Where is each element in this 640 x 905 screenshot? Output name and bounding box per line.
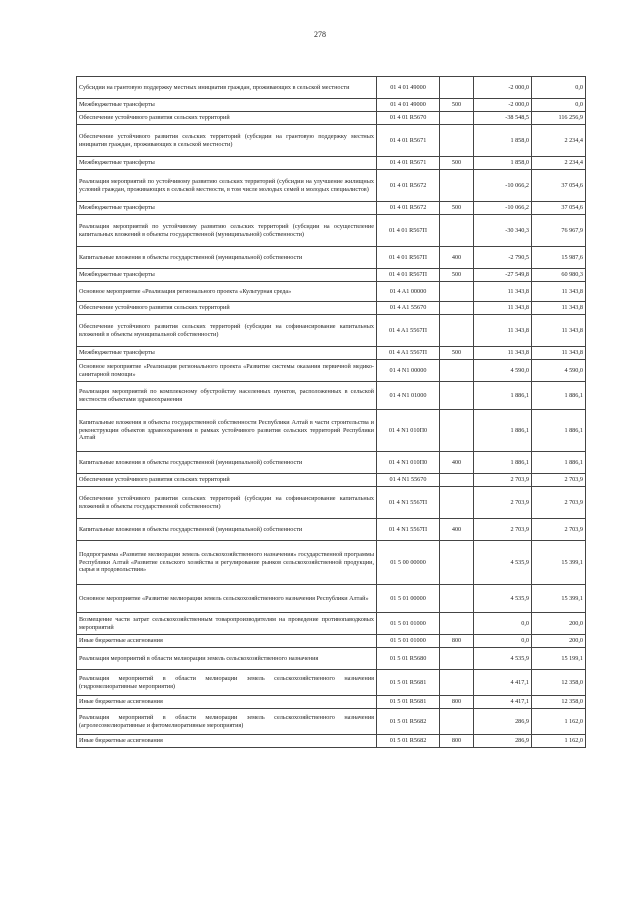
row-name-cell: Возмещение части затрат сельскохозяйственным товаропроизводителям на проведение противопаводковых мероприятий bbox=[77, 613, 377, 635]
row-code-cell: 01 5 01 R5681 bbox=[377, 696, 440, 709]
row-name-cell: Обеспечение устойчивого развития сельских территорий (субсидии на софинансирование капитальных вложений в объекты муниципальной собственности) bbox=[77, 315, 377, 347]
row-value-1-cell: 2 703,9 bbox=[474, 519, 532, 541]
row-value-2-cell: 200,0 bbox=[532, 613, 586, 635]
table-row bbox=[77, 487, 586, 519]
table-row bbox=[77, 170, 586, 202]
row-value-2-cell: 4 590,0 bbox=[532, 360, 586, 382]
row-code-cell: 01 4 N1 010П0 bbox=[377, 410, 440, 452]
row-value-1-cell: 0,0 bbox=[474, 635, 532, 648]
row-name-cell: Реализация мероприятий в области мелиорации земель сельскохозяйственного назначения bbox=[77, 648, 377, 670]
row-value-2-cell: 76 967,9 bbox=[532, 215, 586, 247]
row-type-cell bbox=[440, 585, 474, 613]
table-row bbox=[77, 452, 586, 474]
row-value-1-cell: 4 417,1 bbox=[474, 696, 532, 709]
row-type-cell bbox=[440, 315, 474, 347]
row-value-1-cell: 286,9 bbox=[474, 709, 532, 735]
row-type-cell bbox=[440, 382, 474, 410]
row-code-cell: 01 5 00 00000 bbox=[377, 541, 440, 585]
row-name-cell: Межбюджетные трансферты bbox=[77, 157, 377, 170]
row-name-cell: Обеспечение устойчивого развития сельских территорий (субсидии на софинансирование капитальных вложений в объекты государственной собственности) bbox=[77, 487, 377, 519]
table-row bbox=[77, 541, 586, 585]
row-type-cell bbox=[440, 410, 474, 452]
row-code-cell: 01 4 01 49000 bbox=[377, 77, 440, 99]
table-row bbox=[77, 410, 586, 452]
row-name-cell: Подпрограмма «Развитие мелиорации земель сельскохозяйственного назначения» государственной программы Республики Алтай «Развитие сельского хозяйства и регулирование рынков сельскохозяйственной продукции, сырья и продовольствия» bbox=[77, 541, 377, 585]
table-row bbox=[77, 157, 586, 170]
row-value-2-cell: 37 054,6 bbox=[532, 202, 586, 215]
row-code-cell: 01 4 A1 00000 bbox=[377, 282, 440, 302]
table-row bbox=[77, 77, 586, 99]
row-value-2-cell: 200,0 bbox=[532, 635, 586, 648]
row-value-1-cell: -2 790,5 bbox=[474, 247, 532, 269]
table-row bbox=[77, 202, 586, 215]
row-type-cell: 800 bbox=[440, 696, 474, 709]
row-value-1-cell: 1 858,0 bbox=[474, 125, 532, 157]
table-row bbox=[77, 735, 586, 748]
row-type-cell: 500 bbox=[440, 157, 474, 170]
row-code-cell: 01 5 01 R5680 bbox=[377, 648, 440, 670]
row-code-cell: 01 4 01 R5671 bbox=[377, 157, 440, 170]
row-code-cell: 01 5 01 R5681 bbox=[377, 670, 440, 696]
row-value-2-cell: 1 886,1 bbox=[532, 382, 586, 410]
row-code-cell: 01 4 N1 010П0 bbox=[377, 452, 440, 474]
row-value-2-cell: 37 054,6 bbox=[532, 170, 586, 202]
row-type-cell: 800 bbox=[440, 635, 474, 648]
row-value-2-cell: 1 162,0 bbox=[532, 735, 586, 748]
budget-table-body bbox=[77, 77, 586, 748]
table-row bbox=[77, 125, 586, 157]
row-value-2-cell: 0,0 bbox=[532, 77, 586, 99]
row-value-1-cell: 11 343,8 bbox=[474, 282, 532, 302]
row-value-1-cell: 2 703,9 bbox=[474, 487, 532, 519]
row-type-cell bbox=[440, 77, 474, 99]
row-value-1-cell: 4 535,9 bbox=[474, 648, 532, 670]
row-value-1-cell: 4 417,1 bbox=[474, 670, 532, 696]
row-value-2-cell: 2 703,9 bbox=[532, 487, 586, 519]
row-code-cell: 01 4 01 R5672 bbox=[377, 202, 440, 215]
row-type-cell: 800 bbox=[440, 735, 474, 748]
row-name-cell: Межбюджетные трансферты bbox=[77, 269, 377, 282]
row-type-cell: 500 bbox=[440, 347, 474, 360]
row-value-1-cell: 4 535,9 bbox=[474, 585, 532, 613]
row-code-cell: 01 5 01 01000 bbox=[377, 613, 440, 635]
row-value-2-cell: 15 199,1 bbox=[532, 648, 586, 670]
table-row bbox=[77, 670, 586, 696]
row-type-cell: 400 bbox=[440, 247, 474, 269]
row-value-1-cell: 1 858,0 bbox=[474, 157, 532, 170]
row-type-cell bbox=[440, 487, 474, 519]
row-type-cell bbox=[440, 170, 474, 202]
row-code-cell: 01 4 A1 55670 bbox=[377, 302, 440, 315]
row-code-cell: 01 4 01 R5670 bbox=[377, 112, 440, 125]
row-code-cell: 01 5 01 R5682 bbox=[377, 735, 440, 748]
row-type-cell bbox=[440, 474, 474, 487]
table-row bbox=[77, 215, 586, 247]
table-row bbox=[77, 269, 586, 282]
row-name-cell: Реализация мероприятий по устойчивому развитию сельских территорий (субсидии на улучшение жилищных условий граждан, проживающих в сельской местности, в том числе молодых семей и молодых специалистов) bbox=[77, 170, 377, 202]
table-row bbox=[77, 709, 586, 735]
row-value-2-cell: 2 703,9 bbox=[532, 474, 586, 487]
row-value-2-cell: 1 886,1 bbox=[532, 410, 586, 452]
row-value-1-cell: -30 340,3 bbox=[474, 215, 532, 247]
row-name-cell: Иные бюджетные ассигнования bbox=[77, 735, 377, 748]
row-value-1-cell: 0,0 bbox=[474, 613, 532, 635]
row-name-cell: Реализация мероприятий по комплексному обустройству населенных пунктов, расположенных в сельской местности объектами здравоохранения bbox=[77, 382, 377, 410]
row-type-cell bbox=[440, 541, 474, 585]
row-name-cell: Капитальные вложения в объекты государственной (муниципальной) собственности bbox=[77, 247, 377, 269]
row-value-2-cell: 15 399,1 bbox=[532, 541, 586, 585]
row-value-1-cell: 1 886,1 bbox=[474, 382, 532, 410]
row-name-cell: Капитальные вложения в объекты государственной (муниципальной) собственности bbox=[77, 452, 377, 474]
row-name-cell: Капитальные вложения в объекты государственной (муниципальной) собственности bbox=[77, 519, 377, 541]
table-row bbox=[77, 635, 586, 648]
row-name-cell: Капитальные вложения в объекты государственной собственности Республики Алтай в части строительства и реконструкции объектов здравоохранения в рамках устойчивого развития сельских территорий Республики Алтай bbox=[77, 410, 377, 452]
row-type-cell bbox=[440, 215, 474, 247]
row-code-cell: 01 4 N1 01000 bbox=[377, 382, 440, 410]
row-type-cell bbox=[440, 112, 474, 125]
row-value-1-cell: 286,9 bbox=[474, 735, 532, 748]
row-name-cell: Межбюджетные трансферты bbox=[77, 202, 377, 215]
row-type-cell: 500 bbox=[440, 202, 474, 215]
row-type-cell bbox=[440, 360, 474, 382]
row-value-2-cell: 1 886,1 bbox=[532, 452, 586, 474]
row-name-cell: Обеспечение устойчивого развития сельских территорий (субсидии на грантовую поддержку местных инициатив граждан, проживающих в сельской местности) bbox=[77, 125, 377, 157]
row-type-cell: 500 bbox=[440, 99, 474, 112]
row-name-cell: Обеспечение устойчивого развития сельских территорий bbox=[77, 302, 377, 315]
row-value-2-cell: 0,0 bbox=[532, 99, 586, 112]
row-value-2-cell: 2 234,4 bbox=[532, 125, 586, 157]
row-name-cell: Межбюджетные трансферты bbox=[77, 99, 377, 112]
row-name-cell: Субсидии на грантовую поддержку местных инициатив граждан, проживающих в сельской местности bbox=[77, 77, 377, 99]
row-type-cell: 400 bbox=[440, 452, 474, 474]
row-value-1-cell: 11 343,8 bbox=[474, 302, 532, 315]
row-type-cell bbox=[440, 302, 474, 315]
row-code-cell: 01 4 01 R567П bbox=[377, 215, 440, 247]
row-type-cell bbox=[440, 125, 474, 157]
table-row bbox=[77, 360, 586, 382]
row-value-2-cell: 2 703,9 bbox=[532, 519, 586, 541]
row-value-1-cell: 11 343,8 bbox=[474, 347, 532, 360]
row-type-cell: 400 bbox=[440, 519, 474, 541]
row-value-2-cell: 116 256,9 bbox=[532, 112, 586, 125]
table-row bbox=[77, 613, 586, 635]
row-value-2-cell: 1 162,0 bbox=[532, 709, 586, 735]
table-row bbox=[77, 585, 586, 613]
row-value-1-cell: 2 703,9 bbox=[474, 474, 532, 487]
row-code-cell: 01 4 01 R5672 bbox=[377, 170, 440, 202]
row-name-cell: Реализация мероприятий по устойчивому развитию сельских территорий (субсидии на осуществление капитальных вложений в объекты государственной (муниципальной) собственности) bbox=[77, 215, 377, 247]
table-row bbox=[77, 247, 586, 269]
row-name-cell: Межбюджетные трансферты bbox=[77, 347, 377, 360]
row-type-cell bbox=[440, 670, 474, 696]
row-value-1-cell: -2 000,0 bbox=[474, 99, 532, 112]
row-value-1-cell: 4 590,0 bbox=[474, 360, 532, 382]
row-code-cell: 01 4 N1 5567П bbox=[377, 519, 440, 541]
row-type-cell bbox=[440, 282, 474, 302]
row-value-2-cell: 60 980,3 bbox=[532, 269, 586, 282]
table-row bbox=[77, 696, 586, 709]
row-code-cell: 01 4 N1 55670 bbox=[377, 474, 440, 487]
row-name-cell: Обеспечение устойчивого развития сельских территорий bbox=[77, 474, 377, 487]
table-row bbox=[77, 99, 586, 112]
row-name-cell: Реализация мероприятий в области мелиорации земель сельскохозяйственного назначения (гидромелиоративные мероприятия) bbox=[77, 670, 377, 696]
table-row bbox=[77, 519, 586, 541]
row-code-cell: 01 5 01 00000 bbox=[377, 585, 440, 613]
row-value-1-cell: -38 548,5 bbox=[474, 112, 532, 125]
row-type-cell bbox=[440, 709, 474, 735]
row-name-cell: Основное мероприятие «Реализация регионального проекта «Развитие системы оказания первичной медико-санитарной помощи» bbox=[77, 360, 377, 382]
row-code-cell: 01 4 N1 00000 bbox=[377, 360, 440, 382]
table-row bbox=[77, 302, 586, 315]
row-value-1-cell: -2 000,0 bbox=[474, 77, 532, 99]
table-row bbox=[77, 282, 586, 302]
row-name-cell: Иные бюджетные ассигнования bbox=[77, 696, 377, 709]
row-value-2-cell: 11 343,8 bbox=[532, 302, 586, 315]
row-name-cell: Основное мероприятие «Развитие мелиорации земель сельскохозяйственного назначения Республики Алтай» bbox=[77, 585, 377, 613]
row-code-cell: 01 4 01 R567П bbox=[377, 247, 440, 269]
row-value-1-cell: 4 535,9 bbox=[474, 541, 532, 585]
table-row bbox=[77, 382, 586, 410]
row-code-cell: 01 4 01 49000 bbox=[377, 99, 440, 112]
row-value-2-cell: 11 343,8 bbox=[532, 347, 586, 360]
row-value-2-cell: 15 399,1 bbox=[532, 585, 586, 613]
row-value-1-cell: 11 343,8 bbox=[474, 315, 532, 347]
row-value-1-cell: -10 066,2 bbox=[474, 170, 532, 202]
row-type-cell bbox=[440, 613, 474, 635]
row-value-1-cell: -27 549,8 bbox=[474, 269, 532, 282]
row-value-2-cell: 15 987,6 bbox=[532, 247, 586, 269]
row-name-cell: Основное мероприятие «Реализация регионального проекта «Культурная среда» bbox=[77, 282, 377, 302]
row-code-cell: 01 4 01 R5671 bbox=[377, 125, 440, 157]
table-row bbox=[77, 347, 586, 360]
row-value-1-cell: -10 066,2 bbox=[474, 202, 532, 215]
table-row bbox=[77, 112, 586, 125]
row-value-1-cell: 1 886,1 bbox=[474, 410, 532, 452]
row-name-cell: Иные бюджетные ассигнования bbox=[77, 635, 377, 648]
row-value-2-cell: 11 343,8 bbox=[532, 282, 586, 302]
row-name-cell: Реализация мероприятий в области мелиорации земель сельскохозяйственного назначения (агролесомелиоративные и фитомелиоративные мероприятия) bbox=[77, 709, 377, 735]
row-value-2-cell: 11 343,8 bbox=[532, 315, 586, 347]
row-code-cell: 01 4 N1 5567П bbox=[377, 487, 440, 519]
row-name-cell: Обеспечение устойчивого развития сельских территорий bbox=[77, 112, 377, 125]
budget-table bbox=[76, 76, 586, 748]
row-type-cell bbox=[440, 648, 474, 670]
table-row bbox=[77, 474, 586, 487]
row-code-cell: 01 5 01 01000 bbox=[377, 635, 440, 648]
row-code-cell: 01 4 A1 5567П bbox=[377, 315, 440, 347]
row-code-cell: 01 4 A1 5567П bbox=[377, 347, 440, 360]
row-type-cell: 500 bbox=[440, 269, 474, 282]
row-value-1-cell: 1 886,1 bbox=[474, 452, 532, 474]
page-number: 278 bbox=[314, 30, 326, 39]
row-value-2-cell: 2 234,4 bbox=[532, 157, 586, 170]
row-code-cell: 01 4 01 R567П bbox=[377, 269, 440, 282]
row-value-2-cell: 12 358,0 bbox=[532, 696, 586, 709]
row-code-cell: 01 5 01 R5682 bbox=[377, 709, 440, 735]
row-value-2-cell: 12 358,0 bbox=[532, 670, 586, 696]
table-row bbox=[77, 315, 586, 347]
table-row bbox=[77, 648, 586, 670]
